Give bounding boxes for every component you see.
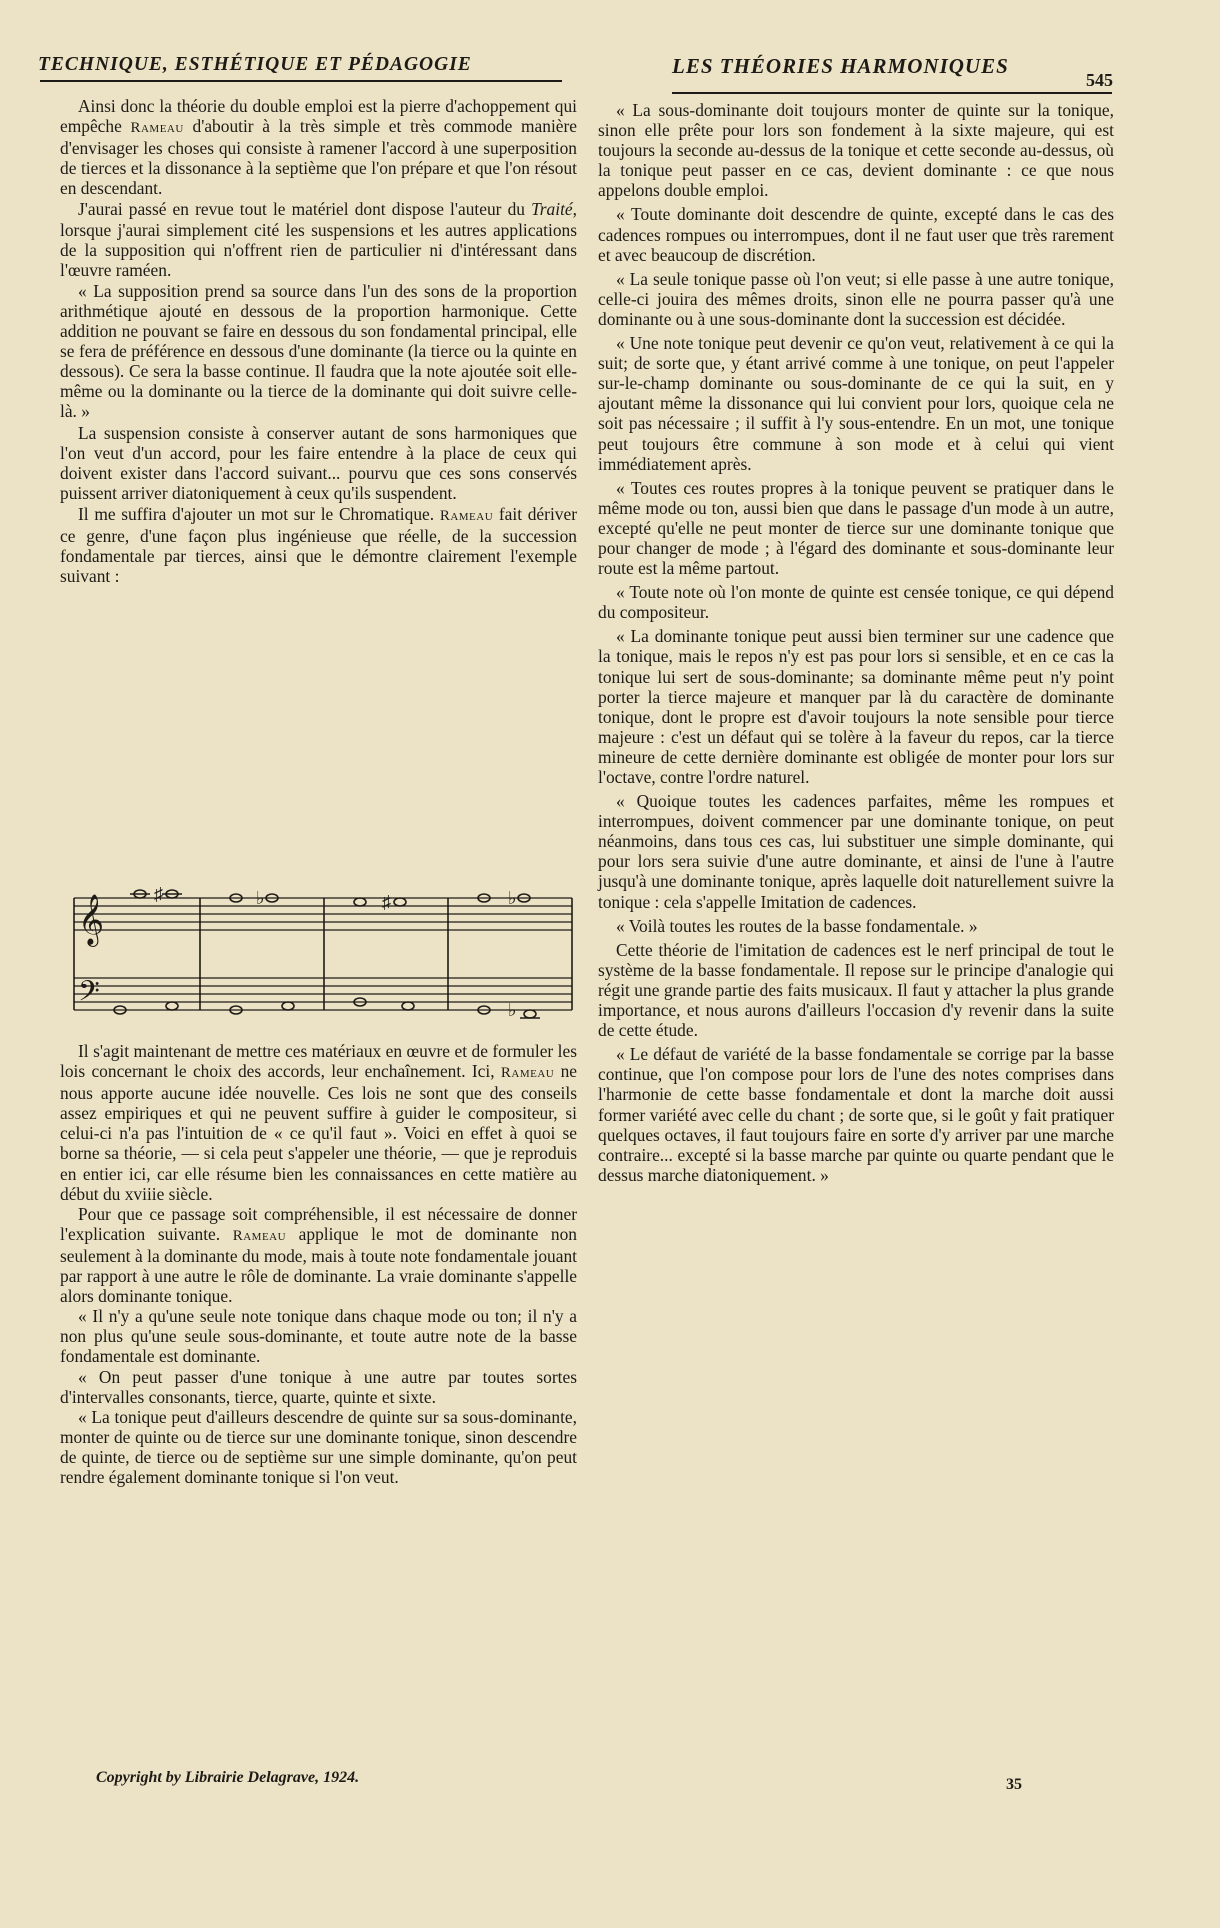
running-header-right: LES THÉORIES HARMONIQUES <box>672 54 1009 78</box>
author-name-rameau: Rameau <box>232 1227 287 1244</box>
paragraph-text: Il me suffira d'ajouter un mot sur le Chromatique. <box>78 503 440 524</box>
paragraph <box>60 96 577 198</box>
paragraph <box>60 199 577 279</box>
paragraph-text: « La dominante tonique peut aussi bien terminer sur une cadence que la tonique, mais le repos n'y est pas pour lors si sensible, et en ce cas la tonique lui sert de sous-dominante; sa dominante même peut n'y point porter la tierce majeure et manquer par là du caractère de dominante tonique, dont le propre est d'avoir toujours la note sensible pour tierce majeure : c'est un défaut qui se tolère à la faveur du repos, car la tierce mineure de cette dernière dominante est obligée de monter pour lors sur l'octave, contre l'ordre naturel. <box>598 626 1114 787</box>
right-column <box>598 100 1114 1189</box>
paragraph-text: « Quoique toutes les cadences parfaites, même les rompues et interrompues, doivent commencer par une dominante tonique, on peut néanmoins, dans tous ces cas, lui substituer une simple dominante, qui pour lors sera suivie d'une autre dominante, et ainsi de l'une à l'autre jusqu'à une dominante tonique, après laquelle doit naturellement suivre la tonique : cela s'appelle Imitation de cadences. <box>598 791 1114 912</box>
paragraph <box>60 1204 577 1306</box>
paragraph <box>598 626 1114 787</box>
svg-text:♭: ♭ <box>508 888 517 908</box>
paragraph <box>598 333 1114 474</box>
treble-clef-icon: 𝄞 <box>78 895 105 944</box>
paragraph <box>60 1407 577 1487</box>
paragraph-text: , lorsque j'aurai simplement cité les suspensions et les autres applications de la supposition qui n'offrent rien de particulier ni d'intéressant dans l'œuvre raméen. <box>60 199 577 280</box>
paragraph-text: « Voilà toutes les routes de la basse fondamentale. » <box>616 915 978 936</box>
svg-text:♭: ♭ <box>256 888 265 908</box>
folio-number: 35 <box>1006 1776 1022 1793</box>
paragraph-text: « La sous-dominante doit toujours monter de quinte sur la tonique, sinon elle prête pour lors son fondement à la sixte majeure, qui est toujours la seconde au-dessus de la tonique et cette seconde au-dessus, où la tonique peut passer en ce cas, devient dominante : ce que nous appelons double emploi. <box>598 100 1114 201</box>
bass-notes <box>114 998 540 1018</box>
paragraph-text: Cette théorie de l'imitation de cadences est le nerf principal de tout le système de la basse fondamentale. Il repose sur le principe d'analogie qui régit une grande partie des faits musicaux. Il faut y attacher la plus grande importance, et nous aurons d'ailleurs l'occasion d'y revenir dans la suite de cette étude. <box>598 939 1114 1041</box>
paragraph-text: Ainsi donc la théorie du double emploi est la pierre d'achoppement qui empêche <box>60 96 577 137</box>
paragraph <box>598 1044 1114 1185</box>
paragraph-text: fait dériver ce genre, d'une façon plus ingénieuse que réelle, de la succession fondamentale par tierces, ainsi que le démontre clairement l'exemple suivant : <box>60 503 577 587</box>
svg-text:♭: ♭ <box>508 1000 517 1020</box>
author-name-rameau: Rameau <box>439 507 494 524</box>
paragraph-text: La suspension consiste à conserver autant de sons harmoniques que l'on veut d'un accord, pour les faire entendre à la place de ceux qui doivent exister dans l'accord suivant... pourvu que ces sons conservés puissent arriver diatoniquement à ceux qu'ils suspendent. <box>60 422 577 503</box>
header-rule-right <box>672 92 1112 94</box>
title-traite: Traité <box>531 199 573 220</box>
paragraph <box>60 423 577 503</box>
paragraph-text: d'aboutir à la très simple et très commode manière d'envisager les choses qui consiste à ramener l'accord à une superposition de tierces et la dissonance à la septième que l'on prépare et que l'on résout en descendant. <box>60 116 578 199</box>
treble-staff <box>74 898 572 930</box>
paragraph-text: « Toute dominante doit descendre de quinte, excepté dans le cas des cadences rompues ou interrompues, dont il ne faut user que très rarement et avec beaucoup de discrétion. <box>598 204 1114 265</box>
paragraph <box>598 791 1114 912</box>
paragraph <box>598 940 1114 1040</box>
paragraph-text: « Il n'y a qu'une seule note tonique dans chaque mode ou ton; il n'y a non plus qu'une seule sous-dominante, et toute autre note de la basse fondamentale est dominante. <box>60 1306 577 1367</box>
paragraph <box>60 1041 577 1204</box>
svg-text:♯: ♯ <box>382 892 391 912</box>
paragraph-text: Pour que ce passage soit compréhensible, il est nécessaire de donner l'explication suivante. <box>60 1203 577 1244</box>
paragraph <box>598 204 1114 264</box>
paragraph-text: applique le mot de dominante non seulement à la dominante du mode, mais à toute note fondamentale jouant par rapport à une autre le rôle de dominante. La vraie dominante s'appelle alors dominante tonique. <box>60 1223 577 1307</box>
paragraph <box>60 281 577 422</box>
paragraph-text: « On peut passer d'une tonique à une autre par toutes sortes d'intervalles consonants, tierce, quarte, quinte et sixte. <box>60 1366 577 1407</box>
paragraph <box>598 100 1114 200</box>
running-header-left: TECHNIQUE, ESTHÉTIQUE ET PÉDAGOGIE <box>38 54 472 75</box>
paragraph <box>598 269 1114 329</box>
paragraph-text: « Toute note où l'on monte de quinte est censée tonique, ce qui dépend du compositeur. <box>598 582 1114 623</box>
paragraph-text: « La supposition prend sa source dans l'un des sons de la proportion arithmétique ajouté en dessous de la proportion harmonique. Cette addition ne pouvant se faire en dessous du son fondamental principal, elle se fera de préférence en dessous d'une dominante (la tierce ou la quinte en dessous). Ce sera la basse continue. Il faudra que la note ajoutée soit elle-même ou la dominante ou la tierce de la dominante qui doit suivre celle-là. » <box>60 280 577 422</box>
paragraph-text: Il s'agit maintenant de mettre ces matériaux en œuvre et de formuler les lois concernant le choix des accords, leur enchaînement. Ici, <box>60 1041 577 1082</box>
music-example-chromatic <box>60 884 580 1024</box>
paragraph <box>60 504 577 586</box>
author-name-rameau: Rameau <box>500 1065 555 1082</box>
paragraph-text: « La seule tonique passe où l'on veut; si elle passe à une autre tonique, celle-ci jouira des mêmes droits, sinon elle ne pourra passer qu'à une dominante ou à une sous-dominante dont la succession est décidée. <box>598 268 1114 329</box>
paragraph <box>60 1367 577 1407</box>
paragraph <box>598 582 1114 622</box>
author-name-rameau: Rameau <box>130 120 184 137</box>
copyright-line: Copyright by Librairie Delagrave, 1924. <box>96 1769 360 1786</box>
paragraph-text: J'aurai passé en revue tout le matériel dont dispose l'auteur du <box>78 199 532 220</box>
accidental-glyphs <box>154 884 517 1020</box>
left-column-bottom <box>60 1041 577 1487</box>
bass-staff <box>74 978 572 1010</box>
paragraph-text: « Toutes ces routes propres à la tonique peuvent se pratiquer dans le même mode ou ton, aussi bien que dans le passage d'un mode à un autre, excepté qu'elle ne peut monter de tierce sur une dominante tonique que pour changer de mode ; à l'égard des dominante et sous-dominante leur route est la même partout. <box>598 477 1114 579</box>
paragraph <box>598 478 1114 578</box>
paragraph <box>598 916 1114 936</box>
svg-text:♯: ♯ <box>154 884 163 904</box>
page-number: 545 <box>1086 70 1113 90</box>
paragraph-text: « Le défaut de variété de la basse fondamentale se corrige par la basse continue, que l'on compose pour lors de l'une des notes comprises dans l'harmonie de cette basse fondamentale et dont la marche doit aussi former variété avec celle du chant ; de sorte que, si le goût y fait pratiquer quelques octaves, il faut toujours faire en sorte d'y arriver par une marche contraire... excepté si la basse marche par quinte ou quarte pendant que le dessus marche diatoniquement. » <box>598 1044 1114 1185</box>
paragraph <box>60 1306 577 1366</box>
paragraph-text: ne nous apporte aucune idée nouvelle. Ces lois ne sont que des conseils assez empiriques et qui ne peuvent suffire à guider le compositeur, si celui-ci n'a pas l'intuition de « ce qu'il faut ». Voici en effet à quoi se borne sa théorie, — si cela peut s'appeler une théorie, — que je reproduis en entier ici, car elle résume bien les connaissances en cette matière au début du xviiie siècle. <box>60 1061 578 1204</box>
left-column-top <box>60 96 577 587</box>
paragraph-text: « Une note tonique peut devenir ce qu'on veut, relativement à ce qui la suit; de sorte que, y étant arrivé comme à une tonique, on peut l'appeler sur-le-champ dominante ou sous-dominante de ce qui la suit, en y ajoutant même la dissonance qui lui convient pour lors, quoique cela ne soit pas nécessaire ; il suffit à l'y sous-entendre. En un mot, une tonique peut toujours être commune à son mode et à celui qui vient immédiatement après. <box>598 333 1114 474</box>
barlines <box>74 898 572 1010</box>
bass-clef-icon: 𝄢 <box>78 977 100 1014</box>
header-rule-left <box>40 80 562 82</box>
paragraph-text: « La tonique peut d'ailleurs descendre de quinte sur sa sous-dominante, monter de quinte ou de tierce sur une dominante tonique, sinon descendre de quinte, de tierce ou de septième sur une simple dominante, qu'on peut rendre également dominante tonique si l'on veut. <box>60 1406 577 1487</box>
